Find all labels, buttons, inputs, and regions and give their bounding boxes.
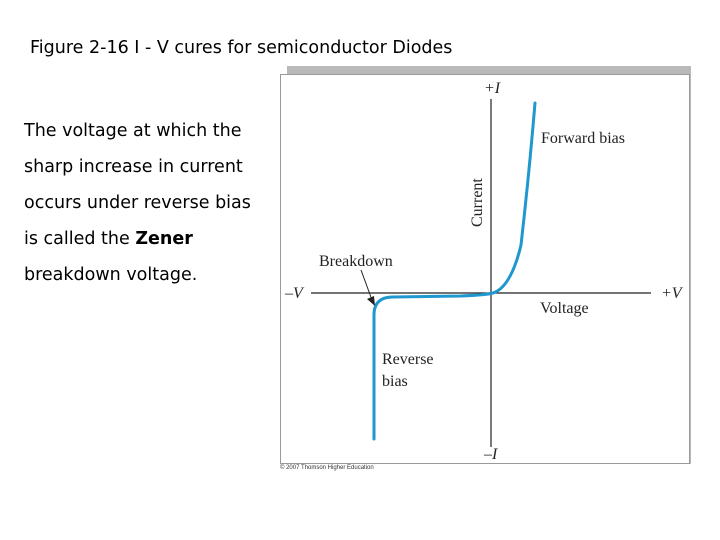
text-line: The voltage at which the: [24, 121, 242, 141]
minus-i-label: –I: [484, 446, 498, 463]
text-line-prefix: is called the: [24, 229, 136, 249]
iv-curve-svg: [281, 75, 691, 465]
breakdown-arrowhead: [367, 296, 375, 306]
text-line: sharp increase in current: [24, 157, 243, 177]
reverse-bias-label-line1: Reverse: [382, 351, 434, 368]
breakdown-arrow: [361, 270, 372, 300]
text-line: occurs under reverse bias: [24, 193, 251, 213]
breakdown-label: Breakdown: [319, 253, 393, 270]
copyright-credit: © 2007 Thomson Higher Education: [280, 465, 374, 471]
explanation-text: [24, 113, 274, 293]
plus-i-label: +I: [484, 80, 501, 97]
forward-bias-label: Forward bias: [541, 130, 625, 147]
minus-v-label: –V: [285, 285, 303, 302]
reverse-bias-label-line2: bias: [382, 373, 408, 390]
text-line: breakdown voltage.: [24, 265, 198, 285]
plus-v-label: +V: [661, 285, 682, 302]
slide-title: Figure 2-16 I - V cures for semiconductor Diodes: [30, 38, 453, 58]
zener-term: Zener: [135, 229, 193, 249]
text-line: [24, 221, 274, 257]
current-axis-label: Current: [469, 178, 486, 227]
voltage-axis-label: Voltage: [540, 300, 589, 317]
iv-curve-figure: [280, 74, 690, 464]
